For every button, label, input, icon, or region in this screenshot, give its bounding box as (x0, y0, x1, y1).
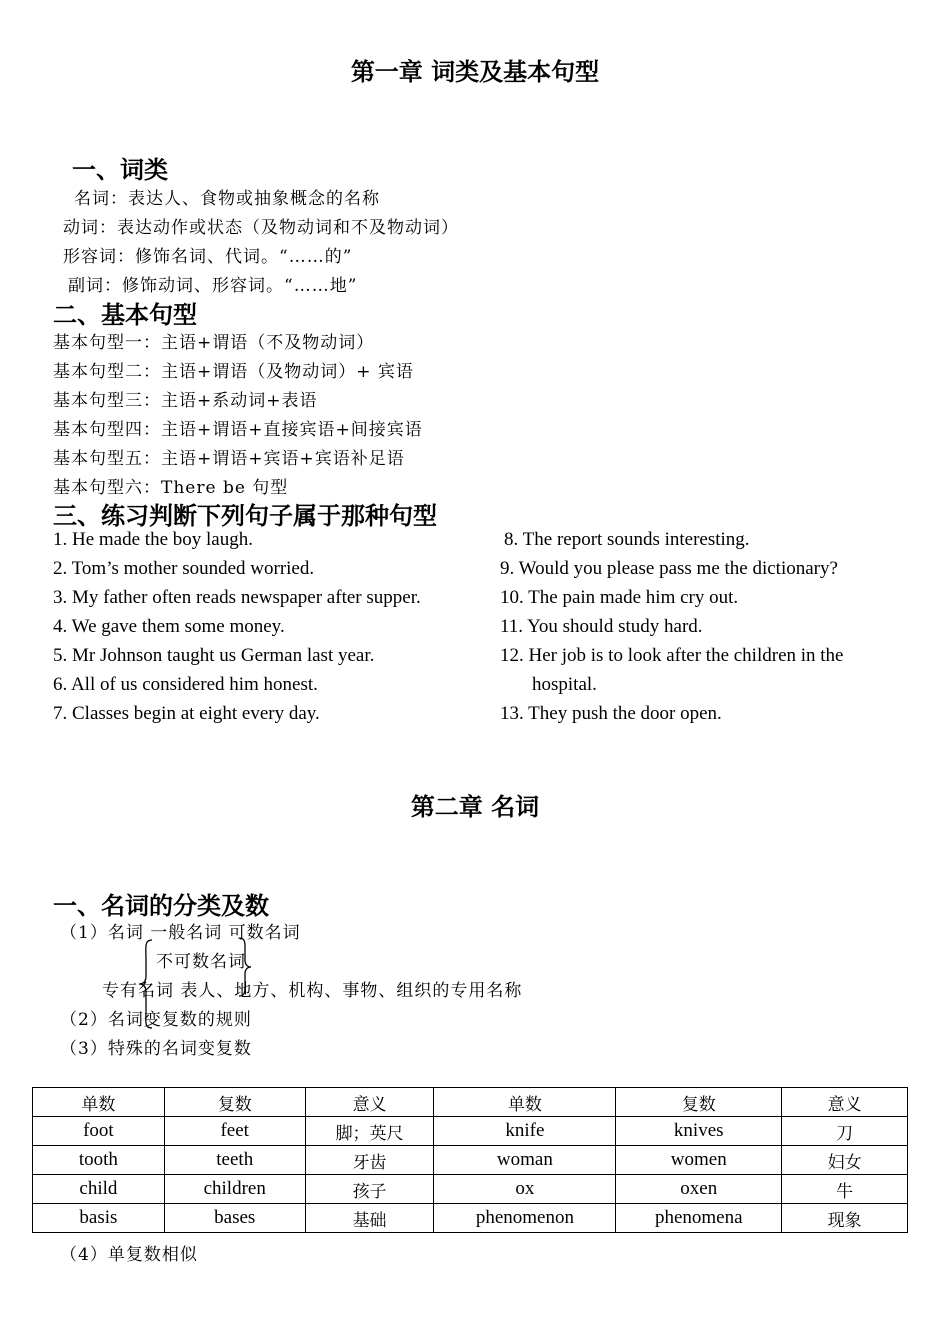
header-meaning: 意义 (782, 1088, 908, 1117)
pattern-6: 基本句型六：There be 句型 (53, 478, 289, 498)
table-row (33, 1146, 908, 1175)
chapter1-title: 第一章 词类及基本句型 (350, 58, 600, 86)
table-cell: children (164, 1175, 305, 1204)
table-cell: foot (33, 1117, 165, 1146)
noun-item-1-proper: 专有名词 表人、地方、机构、事物、组织的专用名称 (102, 981, 523, 1001)
exercise-5: 5. Mr Johnson taught us German last year. (53, 645, 375, 666)
pattern-4: 基本句型四：主语+谓语+直接宾语+间接宾语 (53, 420, 423, 440)
table-cell: ox (434, 1175, 616, 1204)
table-cell: 现象 (782, 1204, 908, 1233)
table-cell: teeth (164, 1146, 305, 1175)
adverb-definition: 副词：修饰动词、形容词。“……地” (68, 276, 358, 296)
exercise-4: 4. We gave them some money. (53, 616, 285, 637)
table-cell: child (33, 1175, 165, 1204)
exercise-9: 9. Would you please pass me the dictionary? (500, 558, 838, 579)
table-cell: 基础 (305, 1204, 434, 1233)
noun-definition: 名词：表达人、食物或抽象概念的名称 (74, 189, 380, 209)
exercise-7: 7. Classes begin at eight every day. (53, 703, 320, 724)
table-cell: tooth (33, 1146, 165, 1175)
header-singular: 单数 (33, 1088, 165, 1117)
section-sentence-patterns-title: 二、基本句型 (53, 301, 197, 329)
exercise-8: 8. The report sounds interesting. (504, 529, 750, 550)
irregular-plural-table (32, 1087, 908, 1233)
exercise-10: 10. The pain made him cry out. (500, 587, 739, 608)
verb-definition: 动词：表达动作或状态（及物动词和不及物动词） (63, 218, 459, 238)
table-header-row (33, 1088, 908, 1117)
noun-item-4: （4）单复数相似 (60, 1245, 198, 1265)
noun-item-3: （3）特殊的名词变复数 (60, 1039, 252, 1059)
table-cell: 妇女 (782, 1146, 908, 1175)
adjective-definition: 形容词：修饰名词、代词。“……的” (63, 247, 353, 267)
noun-item-1-uncountable: 不可数名词 (156, 952, 246, 972)
exercise-12-continued: hospital. (532, 674, 597, 695)
right-brace-icon (236, 936, 254, 998)
table-row (33, 1175, 908, 1204)
left-brace-icon (136, 938, 158, 1030)
table-cell: basis (33, 1204, 165, 1233)
exercise-2: 2. Tom’s mother sounded worried. (53, 558, 315, 579)
table-cell: bases (164, 1204, 305, 1233)
table-cell: woman (434, 1146, 616, 1175)
table-cell: phenomenon (434, 1204, 616, 1233)
header-plural: 复数 (616, 1088, 782, 1117)
table-cell: 刀 (782, 1117, 908, 1146)
exercise-11: 11. You should study hard. (500, 616, 703, 637)
exercise-1: 1. He made the boy laugh. (53, 529, 253, 550)
header-plural: 复数 (164, 1088, 305, 1117)
exercise-13: 13. They push the door open. (500, 703, 722, 724)
pattern-2: 基本句型二：主语+谓语（及物动词）+ 宾语 (53, 362, 414, 382)
header-meaning: 意义 (305, 1088, 434, 1117)
table-row (33, 1117, 908, 1146)
table-cell: 孩子 (305, 1175, 434, 1204)
chapter2-title: 第二章 名词 (410, 793, 540, 821)
table-cell: women (616, 1146, 782, 1175)
pattern-1: 基本句型一：主语+谓语（不及物动词） (53, 333, 375, 353)
table-cell: knives (616, 1117, 782, 1146)
exercise-6: 6. All of us considered him honest. (53, 674, 318, 695)
table-cell: knife (434, 1117, 616, 1146)
table-row (33, 1204, 908, 1233)
noun-item-2: （2）名词变复数的规则 (60, 1010, 252, 1030)
header-singular: 单数 (434, 1088, 616, 1117)
table-cell: 牙齿 (305, 1146, 434, 1175)
table-cell: feet (164, 1117, 305, 1146)
table-cell: oxen (616, 1175, 782, 1204)
exercise-3: 3. My father often reads newspaper after supper. (53, 587, 421, 608)
pattern-3: 基本句型三：主语+系动词+表语 (53, 391, 318, 411)
pattern-5: 基本句型五：主语+谓语+宾语+宾语补足语 (53, 449, 405, 469)
table-cell: 牛 (782, 1175, 908, 1204)
section-noun-classification-title: 一、名词的分类及数 (53, 891, 269, 920)
noun-item-1: （1）名词 一般名词 可数名词 (60, 923, 301, 943)
table-cell: 脚；英尺 (305, 1117, 434, 1146)
section-word-classes-title: 一、词类 (72, 156, 168, 184)
table-cell: phenomena (616, 1204, 782, 1233)
section-exercise-title: 三、练习判断下列句子属于那种句型 (53, 502, 437, 530)
exercise-12: 12. Her job is to look after the children in the (500, 645, 844, 666)
